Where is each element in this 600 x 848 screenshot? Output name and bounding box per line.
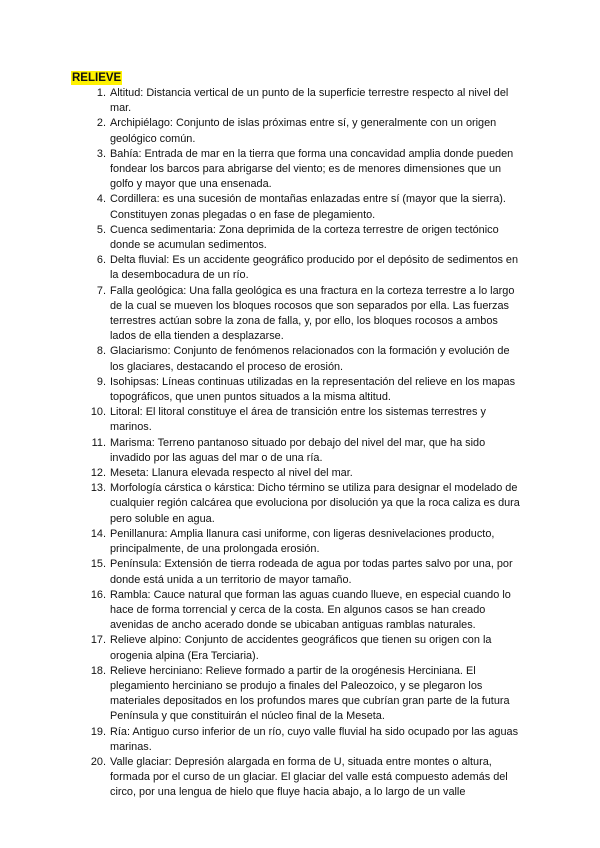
item-number: 3. <box>96 147 106 160</box>
item-text: Relieve alpino: Conjunto de accidentes geográficos que tienen su origen con la orogenia alpina (Era Terciaria). <box>110 634 492 662</box>
glossary-item <box>86 557 526 587</box>
item-text: Falla geológica: Una falla geológica es una fractura en la corteza terrestre a lo largo de la cual se mueven los bloques rocosos que son separados por ella. Las fuerzas terrestres actúan sobre la zona de falla, y, por ello, los bloques rocosos a ambos lados de ella tienden a desplazarse. <box>110 284 515 343</box>
glossary-item <box>86 466 526 481</box>
glossary-item <box>86 664 526 725</box>
glossary-item <box>86 86 526 116</box>
glossary-item <box>86 405 526 435</box>
glossary-item <box>86 725 526 755</box>
glossary-item <box>86 481 526 527</box>
glossary-item <box>86 116 526 146</box>
glossary-item <box>86 527 526 557</box>
item-number: 13. <box>90 482 106 495</box>
glossary-item <box>86 192 526 222</box>
item-number: 14. <box>90 527 106 540</box>
item-text: Penillanura: Amplia llanura casi uniforme, con ligeras desnivelaciones producto, principalmente, de una prolongada erosión. <box>110 527 495 556</box>
item-number: 19. <box>90 725 106 738</box>
glossary-item <box>86 755 526 801</box>
item-number: 1. <box>96 87 106 99</box>
item-text: Ría: Antiguo curso inferior de un río, cuyo valle fluvial ha sido ocupado por las aguas marinas. <box>110 725 519 753</box>
item-number: 12. <box>90 467 106 480</box>
item-number: 5. <box>96 223 106 236</box>
item-text: Litoral: El litoral constituye el área de transición entre los sistemas terrestres y marinos. <box>110 406 486 434</box>
item-number: 2. <box>96 117 106 130</box>
item-text: Península: Extensión de tierra rodeada de agua por todas partes salvo por una, por donde está unida a un territorio de mayor tamaño. <box>110 558 513 586</box>
item-number: 20. <box>90 755 106 768</box>
item-text: Relieve herciniano: Relieve formado a partir de la orogénesis Herciniana. El plegamiento herciniano se produjo a finales del Paleozoico, y se plegaron los materiales depositados en los profundos mares que cubrían gran parte de la futura Península y que constituirán el núcleo final de la Meseta. <box>110 664 510 723</box>
item-number: 11. <box>91 436 106 449</box>
glossary-item <box>86 223 526 253</box>
glossary-item <box>86 633 526 663</box>
glossary-item <box>86 375 526 405</box>
glossary-item <box>86 147 526 193</box>
glossary-item <box>86 253 526 283</box>
item-number: 6. <box>96 254 106 267</box>
item-number: 7. <box>96 284 106 297</box>
item-number: 4. <box>96 193 106 206</box>
item-number: 10. <box>90 406 106 419</box>
item-number: 15. <box>90 558 106 571</box>
item-text: Altitud: Distancia vertical de un punto de la superficie terrestre respecto al nivel del mar. <box>110 87 509 115</box>
item-text: Delta fluvial: Es un accidente geográfico producido por el depósito de sedimentos en la desembocadura de un río. <box>110 254 519 282</box>
item-text: Meseta: Llanura elevada respecto al nivel del mar. <box>110 467 353 480</box>
glossary-item <box>86 436 526 466</box>
item-text: Cuenca sedimentaria: Zona deprimida de la corteza terrestre de origen tectónico donde se acumulan sedimentos. <box>110 223 499 252</box>
section-heading: RELIEVE <box>72 72 122 84</box>
item-text: Glaciarismo: Conjunto de fenómenos relacionados con la formación y evolución de los glaciares, destacando el proceso de erosión. <box>110 345 510 373</box>
item-text: Cordillera: es una sucesión de montañas enlazadas entre sí (mayor que la sierra). Constituyen zonas plegadas o en fase de plegamiento. <box>110 193 506 221</box>
item-text: Archipiélago: Conjunto de islas próximas entre sí, y generalmente con un origen geológico común. <box>110 117 497 145</box>
item-text: Bahía: Entrada de mar en la tierra que forma una concavidad amplia donde pueden fondear los barcos para abrigarse del viento; es de menores dimensiones que un golfo y mayor que una ensenada. <box>110 147 514 191</box>
item-text: Morfología cárstica o kárstica: Dicho término se utiliza para designar el modelado de cualquier región calcárea que evoluciona por disolución ya que la roca caliza es dura pero soluble en agua. <box>110 482 520 525</box>
item-number: 18. <box>90 664 106 677</box>
item-text: Isohipsas: Líneas continuas utilizadas en la representación del relieve en los mapas topográficos, que unen puntos situados a la misma altitud. <box>110 375 516 404</box>
item-number: 9. <box>96 375 106 388</box>
glossary-item <box>86 284 526 345</box>
glossary-item <box>86 344 526 374</box>
item-text: Marisma: Terreno pantanoso situado por debajo del nivel del mar, que ha sido invadido por las aguas del mar o de una ría. <box>110 436 486 464</box>
item-number: 16. <box>90 588 106 601</box>
glossary-list <box>86 86 526 801</box>
item-number: 8. <box>96 345 106 358</box>
item-text: Rambla: Cauce natural que forman las aguas cuando llueve, en especial cuando lo hace de forma torrencial y cerca de la costa. En algunos casos se han creado avenidas de ancho acerado donde se ubicaban antiguas ramblas naturales. <box>110 588 511 632</box>
item-number: 17. <box>90 634 106 647</box>
item-text: Valle glaciar: Depresión alargada en forma de U, situada entre montes o altura, formada por el curso de un glaciar. El glaciar del valle está compuesto además del circo, por una lengua de hielo que fluye hacia abajo, a lo largo de un valle <box>110 755 508 799</box>
glossary-item <box>86 588 526 634</box>
